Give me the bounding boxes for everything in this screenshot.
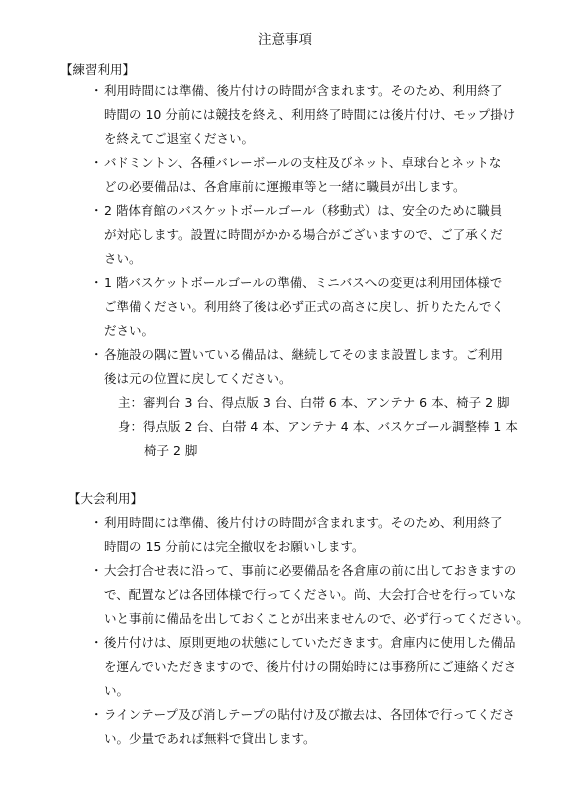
tournament-item-3-line-3: い。 bbox=[104, 683, 130, 698]
tournament-item-4-line-2: い。少量であれば無料で貸出します。 bbox=[104, 731, 316, 746]
tournament-item-3-line-2: を運んでいただきますので、後片付けの開始時には事務所にご連絡くださ bbox=[104, 659, 517, 674]
bullet-marker: ・ bbox=[90, 83, 103, 98]
practice-item-1-line-2: 時間の 10 分前には競技を終え、利用終了時間には後片付け、モップ掛け bbox=[104, 107, 516, 122]
practice-item-4-line-2: ご準備ください。利用終了後は必ず正式の高さに戻し、折りたたんでく bbox=[104, 299, 505, 314]
tournament-item-1-line-1: 利用時間には準備、後片付けの時間が含まれます。そのため、利用終了 bbox=[104, 515, 503, 530]
tournament-item-3-line-1: 後片付けは、原則更地の状態にしていただきます。倉庫内に使用した備品 bbox=[104, 635, 516, 650]
practice-item-4-line-1: 1 階バスケットボールゴールの準備、ミニバスへの変更は利用団体様で bbox=[104, 275, 503, 290]
practice-item-3-line-2: が対応します。設置に時間がかかる場合がございますので、ご了承くだ bbox=[104, 227, 503, 242]
practice-item-3-line-1: 2 階体育館のバスケットボールゴール（移動式）は、安全のために職員 bbox=[104, 203, 503, 218]
tournament-item-1-line-2: 時間の 15 分前には完全撤収をお願いします。 bbox=[104, 539, 365, 554]
practice-item-5-line-1: 各施設の隅に置いている備品は、継続してそのまま設置します。ご利用 bbox=[104, 347, 504, 362]
bullet-marker: ・ bbox=[90, 203, 103, 218]
practice-item-2-line-1: バドミントン、各種バレーボールの支柱及びネット、卓球台とネットな bbox=[104, 155, 502, 170]
practice-item-5-line-2: 後は元の位置に戻してください。 bbox=[104, 371, 292, 386]
tournament-item-2-line-3: いと事前に備品を出しておくことが出来ませんので、必ず行ってください。 bbox=[104, 611, 529, 626]
practice-item-1-line-1: 利用時間には準備、後片付けの時間が含まれます。そのため、利用終了 bbox=[104, 83, 503, 98]
tournament-heading: 【大会利用】 bbox=[68, 491, 144, 506]
bullet-marker: ・ bbox=[90, 707, 103, 722]
bullet-marker: ・ bbox=[90, 515, 103, 530]
tournament-item-2-line-2: で、配置などは各団体様で行ってください。尚、大会打合せを行っていな bbox=[104, 587, 517, 602]
bullet-marker: ・ bbox=[90, 563, 103, 578]
bullet-marker: ・ bbox=[90, 155, 103, 170]
bullet-marker: ・ bbox=[90, 275, 103, 290]
practice-item-4-line-3: ださい。 bbox=[104, 323, 155, 338]
bullet-marker: ・ bbox=[90, 635, 103, 650]
page-title: 注意事項 bbox=[258, 32, 312, 48]
tournament-item-4-line-1: ラインテープ及び消しテープの貼付け及び撤去は、各団体で行ってくださ bbox=[104, 707, 515, 722]
practice-heading: 【練習利用】 bbox=[60, 62, 136, 77]
equipment-sub-line-2: 椅子 2 脚 bbox=[144, 443, 198, 458]
bullet-marker: ・ bbox=[90, 347, 103, 362]
equipment-sub-line-1: 身：得点版 2 台、白帯 4 本、アンテナ 4 本、バスケゴール調整棒 1 本 bbox=[118, 419, 518, 434]
practice-item-3-line-3: さい。 bbox=[104, 251, 142, 266]
tournament-item-2-line-1: 大会打合せ表に沿って、事前に必要備品を各倉庫の前に出しておきますの bbox=[104, 563, 517, 578]
practice-item-2-line-2: どの必要備品は、各倉庫前に運搬車等と一緒に職員が出します。 bbox=[104, 179, 466, 194]
equipment-main-line-1: 主：審判台 3 台、得点版 3 台、白帯 6 本、アンテナ 6 本、椅子 2 脚 bbox=[118, 395, 510, 410]
practice-item-1-line-3: を終えてご退室ください。 bbox=[104, 131, 255, 146]
